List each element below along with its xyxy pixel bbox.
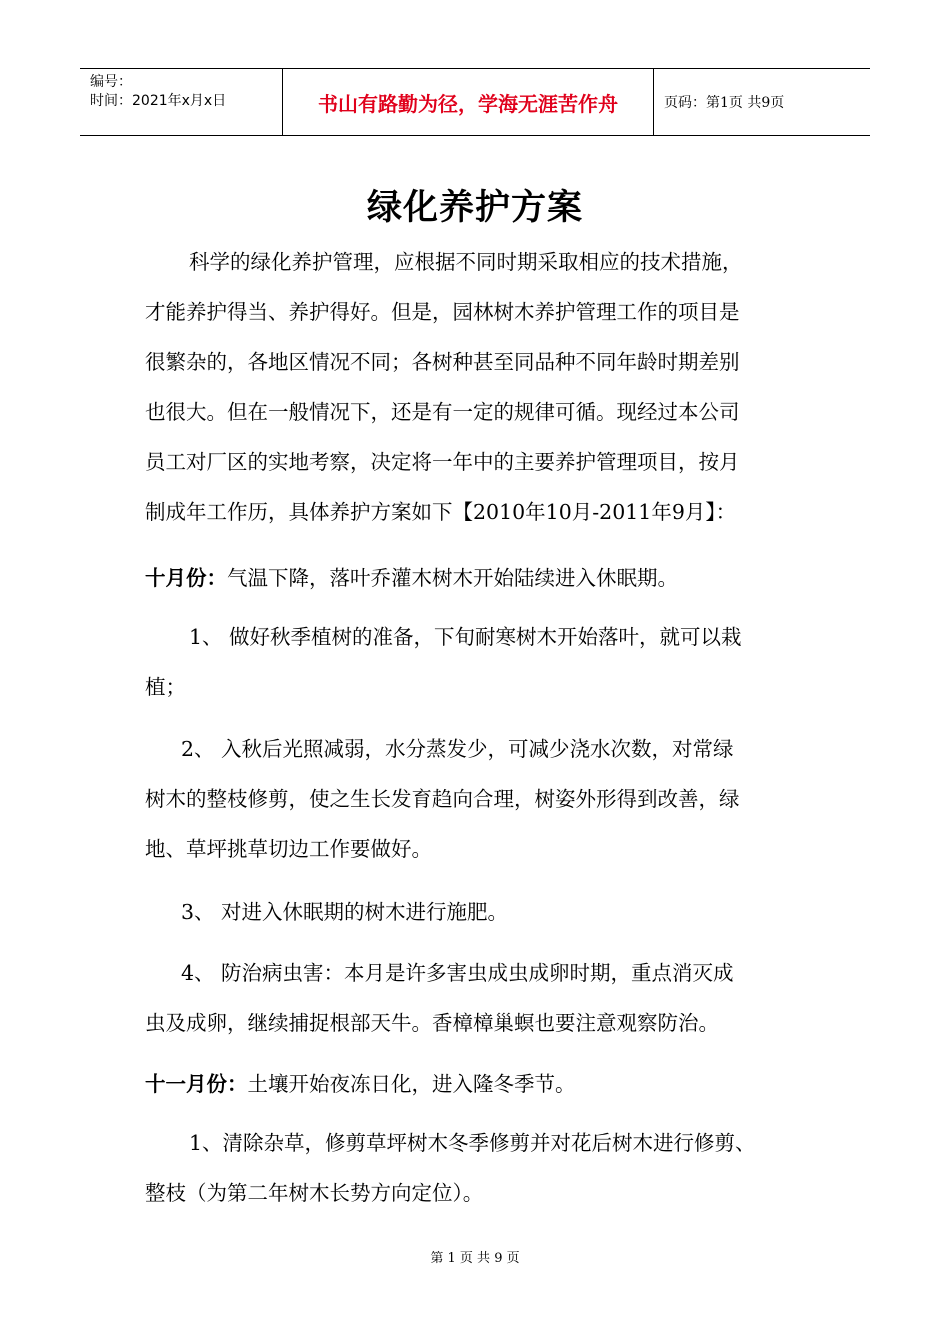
intro-line: 员工对厂区的实地考察，决定将一年中的主要养护管理项目，按月 [145,450,740,474]
section-text: 土壤开始夜冻日化，进入隆冬季节。 [247,1072,576,1096]
intro-line: 才能养护得当、养护得好。但是，园林树木养护管理工作的项目是 [145,300,740,324]
intro-line: 制成年工作历，具体养护方案如下【2010年10月-2011年9月】： [145,500,737,524]
section-heading-november [145,1069,795,1099]
code-label: 编号： [90,74,132,90]
page-header [80,68,870,136]
item-line: 1、 做好秋季植树的准备，下旬耐寒树木开始落叶，就可以栽 [189,625,742,649]
item-line: 植； [145,675,186,699]
list-item [145,612,795,712]
page-footer: 第 1 页 共 9 页 [430,1251,520,1266]
section-heading-october [145,563,795,593]
header-page-info: 页码：第1页 共9页 [664,95,785,111]
item-line: 虫及成卵，继续捕捉根部天牛。香樟樟巢螟也要注意观察防治。 [145,1011,719,1035]
item-line: 2、 入秋后光照减弱，水分蒸发少，可减少浇水次数，对常绿 [181,737,734,761]
item-line: 整枝（为第二年树木长势方向定位）。 [145,1181,484,1205]
date-label: 时间：2021年x月x日 [90,93,227,109]
header-slogan: 书山有路勤为径，学海无涯苦作舟 [282,69,654,135]
list-item [145,724,795,874]
intro-line: 科学的绿化养护管理，应根据不同时期采取相应的技术措施， [189,250,743,274]
item-line: 地、草坪挑草切边工作要做好。 [145,837,432,861]
section-label: 十一月份： [145,1072,248,1096]
item-line: 树木的整枝修剪，使之生长发育趋向合理，树姿外形得到改善，绿 [145,787,740,811]
list-item [145,948,795,1048]
document-title: 绿化养护方案 [366,188,583,228]
intro-line: 也很大。但在一般情况下，还是有一定的规律可循。现经过本公司 [145,400,740,424]
list-item [145,887,795,937]
section-label: 十月份： [145,566,227,590]
item-line: 4、 防治病虫害：本月是许多害虫成虫成卵时期，重点消灭成 [181,961,734,985]
intro-line: 很繁杂的，各地区情况不同；各树种甚至同品种不同年龄时期差别 [145,350,740,374]
intro-paragraph [145,237,795,537]
item-line: 1、清除杂草，修剪草坪树木冬季修剪并对花后树木进行修剪、 [189,1131,756,1155]
list-item [145,1118,795,1218]
header-meta [80,69,282,135]
item-line: 3、 对进入休眠期的树木进行施肥。 [181,900,509,924]
section-text: 气温下降，落叶乔灌木树木开始陆续进入休眠期。 [227,566,678,590]
